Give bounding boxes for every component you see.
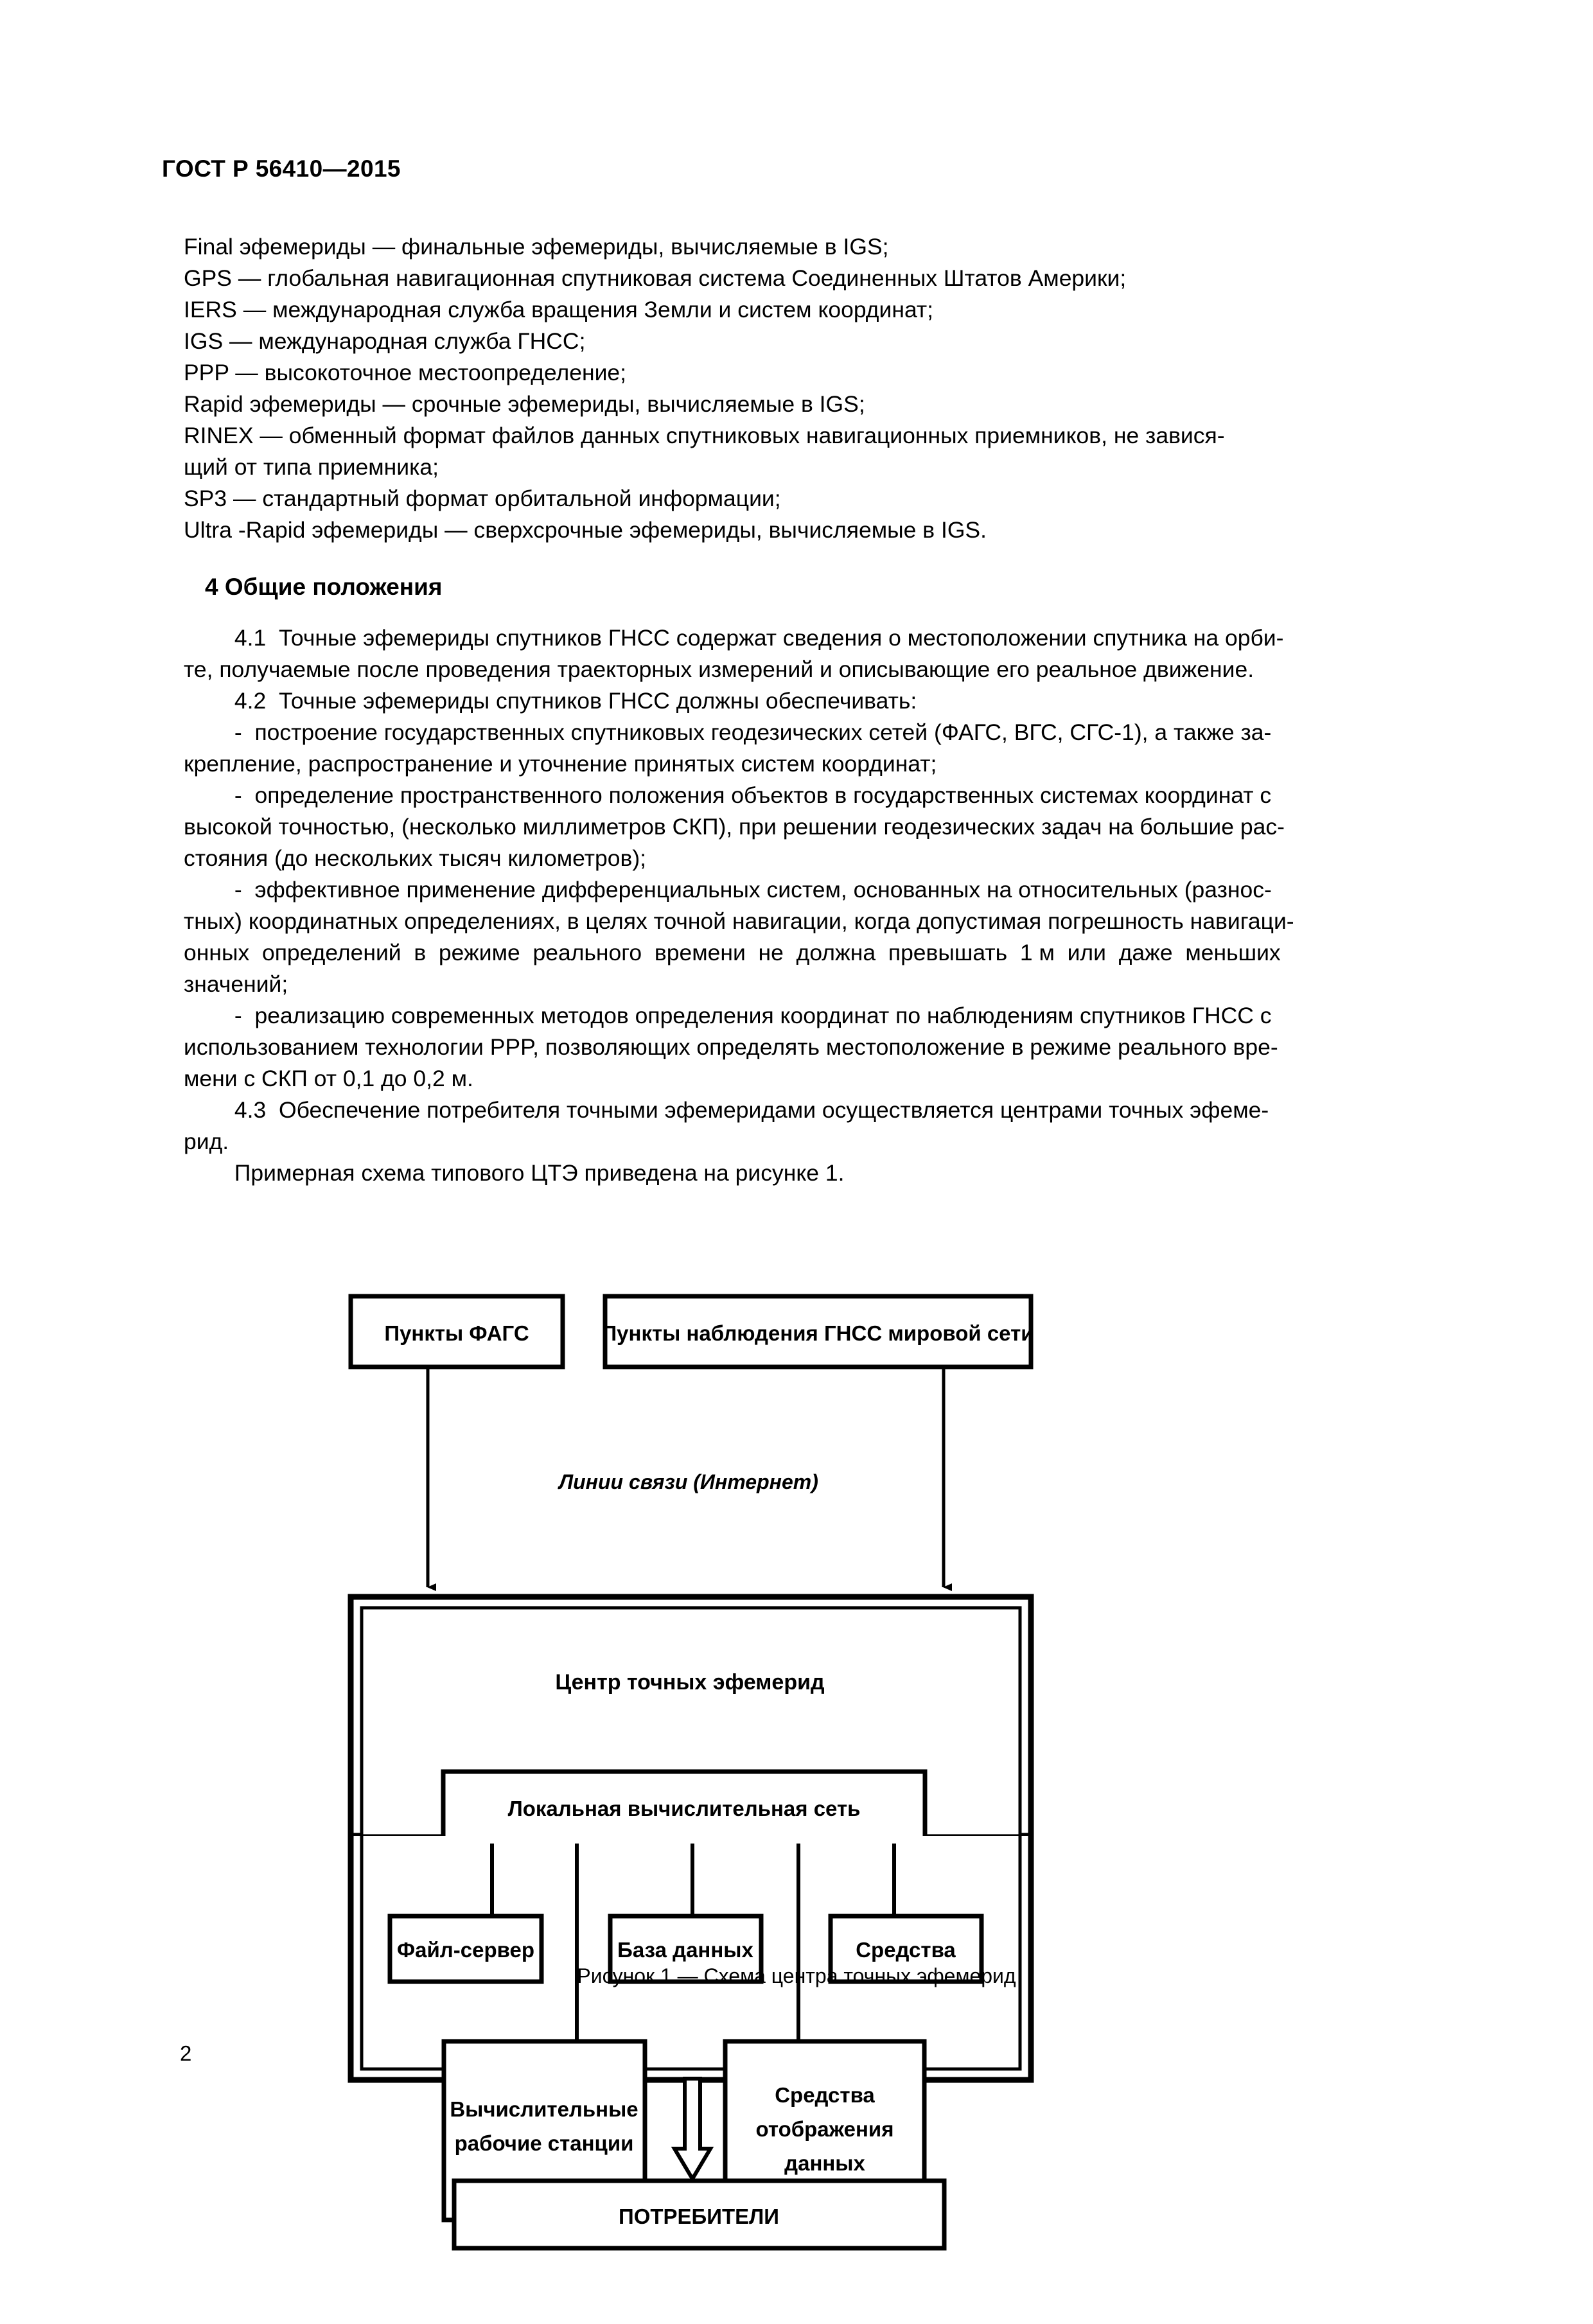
abbrev-line: RINEX — обменный формат файлов данных спутниковых навигационных приемников, не завися- bbox=[184, 423, 1225, 448]
paragraph-4-3 bbox=[184, 1095, 1435, 1158]
text-line: использованием технологии PPP, позволяющих определять местоположение в режиме реального вре- bbox=[184, 1034, 1278, 1060]
node-world-net-label: Пункты наблюдения ГНСС мировой сети bbox=[601, 1321, 1034, 1345]
abbrev-line: IGS — международная служба ГНСС; bbox=[184, 328, 586, 354]
abbrev-line: PPP — высокоточное местоопределение; bbox=[184, 360, 627, 385]
node-workstations-label-line2: рабочие станции bbox=[454, 2131, 634, 2155]
node-file-server-label: Файл-сервер bbox=[397, 1938, 534, 1962]
running-head: ГОСТ Р 56410—2015 bbox=[162, 155, 401, 182]
node-center-label: Центр точных эфемерид bbox=[555, 1670, 825, 1695]
text-line: 4.3 Обеспечение потребителя точными эфемеридами осуществляется центрами точных эфеме- bbox=[184, 1097, 1269, 1123]
text-line: 4.2 Точные эфемериды спутников ГНСС должны обеспечивать: bbox=[184, 688, 917, 714]
text-line: рид. bbox=[184, 1129, 229, 1154]
text-line: - определение пространственного положения объектов в государственных системах координат с bbox=[184, 782, 1272, 808]
page-number: 2 bbox=[180, 2041, 192, 2065]
connector-center-to-consumers-arrow bbox=[674, 2079, 710, 2179]
text-line: тных) координатных определениях, в целях точной навигации, когда допустимая погрешность навигаци- bbox=[184, 908, 1294, 934]
node-tools-label: Средства bbox=[856, 1938, 956, 1962]
text-line: крепление, распространение и уточнение принятых систем координат; bbox=[184, 751, 937, 777]
text-line: онных определений в режиме реального времени не должна превышать 1 м или даже меньших bbox=[184, 940, 1281, 965]
bullet-item-3 bbox=[184, 874, 1435, 1000]
node-display-label-line2: отображения bbox=[755, 2117, 894, 2141]
paragraph-4-2 bbox=[184, 685, 1435, 717]
bullet-item-4 bbox=[184, 1000, 1435, 1095]
bullet-item-1 bbox=[184, 717, 1435, 780]
node-workstations-label-line1: Вычислительные bbox=[450, 2097, 638, 2121]
abbrev-line: Rapid эфемериды — срочные эфемериды, вычисляемые в IGS; bbox=[184, 391, 865, 417]
text-line: - построение государственных спутниковых геодезических сетей (ФАГС, ВГС, СГС-1), а также за- bbox=[184, 719, 1272, 745]
paragraph-4-1 bbox=[184, 622, 1435, 685]
text-line: Примерная схема типового ЦТЭ приведена на рисунке 1. bbox=[184, 1160, 845, 1186]
node-database-label: База данных bbox=[617, 1938, 753, 1962]
text-line: - реализацию современных методов определения координат по наблюдениям спутников ГНСС с bbox=[184, 1003, 1272, 1028]
abbrev-line: GPS — глобальная навигационная спутниковая система Соединенных Штатов Америки; bbox=[184, 265, 1127, 291]
text-line: 4.1 Точные эфемериды спутников ГНСС содержат сведения о местоположении спутника на орби- bbox=[184, 625, 1284, 651]
abbrev-line: Final эфемериды — финальные эфемериды, вычисляемые в IGS; bbox=[184, 234, 889, 260]
text-line: - эффективное применение дифференциальных систем, основанных на относительных (разнос- bbox=[184, 877, 1272, 902]
abbreviation-list bbox=[184, 231, 1435, 546]
node-display-label-line1: Средства bbox=[775, 2083, 875, 2107]
text-line: значений; bbox=[184, 971, 288, 997]
node-consumers-label: ПОТРЕБИТЕЛИ bbox=[618, 2205, 780, 2228]
abbrev-line: Ultra -Rapid эфемериды — сверхсрочные эфемериды, вычисляемые в IGS. bbox=[184, 517, 987, 543]
figure-reference bbox=[184, 1158, 1435, 1189]
link-lines-label: Линии связи (Интернет) bbox=[559, 1470, 818, 1493]
text-line: те, получаемые после проведения траекторных измерений и описывающие его реальное движение. bbox=[184, 656, 1254, 682]
bullet-item-2 bbox=[184, 780, 1435, 874]
figure-caption: Рисунок 1 — Схема центра точных эфемерид bbox=[577, 1964, 1016, 1987]
section-heading: 4 Общие положения bbox=[205, 574, 443, 600]
text-column bbox=[184, 231, 1435, 1189]
text-line: мени с СКП от 0,1 до 0,2 м. bbox=[184, 1066, 473, 1091]
abbrev-line: IERS — международная служба вращения Земли и систем координат; bbox=[184, 297, 934, 322]
text-line: стояния (до нескольких тысяч километров); bbox=[184, 845, 647, 871]
node-lan-label: Локальная вычислительная сеть bbox=[507, 1797, 861, 1820]
node-display-label-line3: данных bbox=[784, 2151, 865, 2175]
text-line: высокой точностью, (несколько миллиметров СКП), при решении геодезических задач на большие рас- bbox=[184, 814, 1285, 840]
node-fags-label: Пункты ФАГС bbox=[384, 1321, 529, 1345]
abbrev-line: SP3 — стандартный формат орбитальной информации; bbox=[184, 486, 781, 511]
abbrev-line: щий от типа приемника; bbox=[184, 454, 439, 480]
